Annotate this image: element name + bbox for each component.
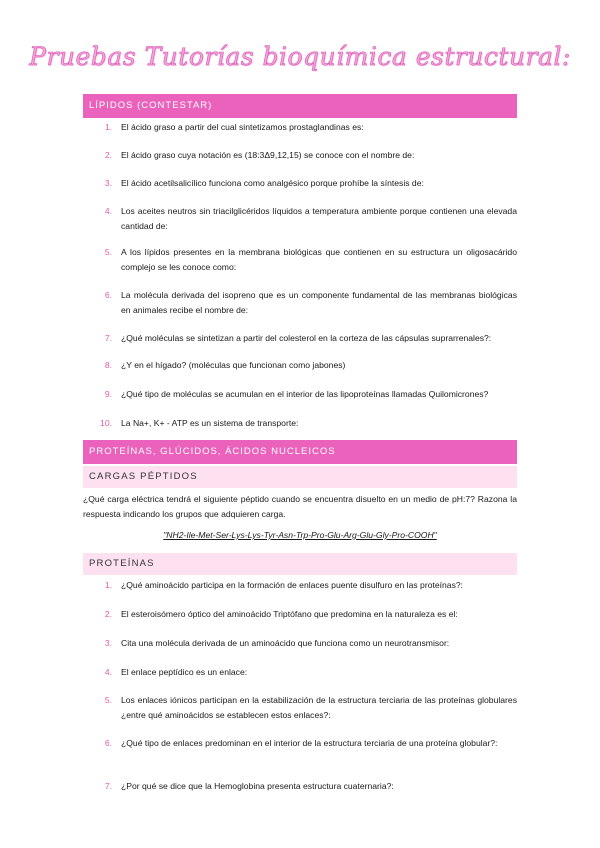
item-number: 3. [104,178,112,188]
item-text: El ácido graso cuya notación es (18:3Δ9,12,15) se conoce con el nombre de: [121,150,415,160]
item-number: 6. [104,738,112,748]
list-item [83,176,517,191]
subsection-header-cargas: CARGAS PÉPTIDOS [83,466,517,488]
item-text: La Na+, K+ - ATP es un sistema de transporte: [121,418,299,428]
item-number: 4. [104,206,112,216]
item-text: ¿Qué moléculas se sintetizan a partir del colesterol en la corteza de las cápsulas suprarrenales?: [121,333,492,343]
item-text: El enlace peptídico es un enlace: [121,667,248,677]
subsection-header-proteinas: PROTEÍNAS [83,553,517,575]
item-number: 10. [100,418,112,428]
list-item [83,665,517,680]
item-number: 5. [104,247,112,257]
item-number: 1. [104,122,112,132]
list-item [83,779,517,794]
item-number: 3. [104,638,112,648]
list-item [83,736,517,751]
item-text: El ácido graso a partir del cual sintetizamos prostaglandinas es: [121,122,364,132]
item-number: 7. [104,781,112,791]
item-text: La molécula derivada del isopreno que es un componente fundamental de las membranas biológicas en animales recibe el nombre de: [121,290,517,315]
item-text: Los enlaces iónicos participan en la estabilización de la estructura terciaria de las proteínas globulares ¿entre qué aminoácidos se establecen estos enlaces?: [121,695,517,720]
item-number: 4. [104,667,112,677]
list-item [83,245,517,275]
peptide-sequence: "NH2-Ile-Met-Ser-Lys-Lys-Tyr-Asn-Trp-Pro-Glu-Arg-Glu-Gly-Pro-COOH" [163,530,437,540]
list-item [83,387,517,402]
list-item [83,607,517,622]
item-text: El esteroisómero óptico del aminoácido Triptófano que predomina en la naturaleza es el: [121,609,458,619]
item-number: 2. [104,609,112,619]
item-text: ¿Qué tipo de moléculas se acumulan en el interior de las lipoproteínas llamadas Quilomicrones? [121,389,489,399]
section-header-proteinas-glucidos: PROTEÍNAS, GLÚCIDOS, ÁCIDOS NUCLEICOS [83,440,517,464]
list-item [83,204,517,234]
item-text: Cita una molécula derivada de un aminoácido que funciona como un neurotransmisor: [121,638,450,648]
list-item [83,636,517,651]
page-title: Pruebas Tutorías bioquímica estructural: [29,42,571,71]
item-text: El ácido acetilsalicílico funciona como analgésico porque prohíbe la síntesis de: [121,178,424,188]
item-number: 7. [104,333,112,343]
section-header-lipidos: LÍPIDOS (CONTESTAR) [83,94,517,118]
list-item [83,120,517,135]
list-item [83,358,517,373]
list-item [83,693,517,723]
item-number: 2. [104,150,112,160]
item-text: ¿Qué tipo de enlaces predominan en el interior de la estructura terciaria de una proteína globular?: [121,738,498,748]
item-number: 5. [104,695,112,705]
item-text: Los aceites neutros sin triacilglicéridos líquidos a temperatura ambiente porque contienen una elevada cantidad de: [121,206,517,231]
list-item [83,148,517,163]
item-text: ¿Por qué se dice que la Hemoglobina presenta estructura cuaternaria?: [121,781,394,791]
list-item [83,416,517,431]
item-number: 1. [104,580,112,590]
list-item [83,331,517,346]
item-number: 8. [104,360,112,370]
cargas-question: ¿Qué carga eléctrica tendrá el siguiente péptido cuando se encuentra disuelto en un medio de pH:7? Razona la respuesta indicando los grupos que adquieren carga. [83,494,517,519]
list-item [83,578,517,593]
list-item [83,288,517,318]
item-text: A los lípidos presentes en la membrana biológicas que contienen en su estructura un oligosacárido complejo se les conoce como: [121,247,517,272]
item-text: ¿Qué aminoácido participa en la formación de enlaces puente disulfuro en las proteínas?: [121,580,464,590]
item-number: 6. [104,290,112,300]
item-text: ¿Y en el hígado? (moléculas que funcionan como jabones) [121,360,346,370]
item-number: 9. [104,389,112,399]
